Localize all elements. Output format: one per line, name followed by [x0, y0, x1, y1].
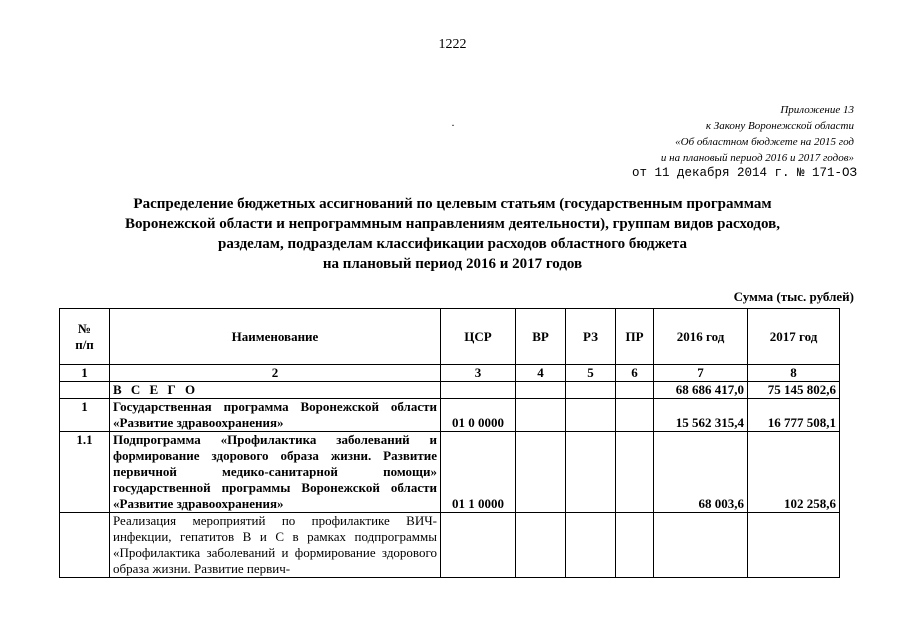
cell-pr — [616, 399, 654, 432]
cell-rz — [566, 432, 616, 513]
column-number: 4 — [516, 365, 566, 382]
budget-table — [59, 308, 840, 578]
cell-vr — [516, 432, 566, 513]
title-line: разделам, подразделам классификации расходов областного бюджета — [218, 236, 687, 252]
cell-name: В С Е Г О — [110, 382, 441, 399]
title-line: Распределение бюджетных ассигнований по целевым статьям (государственным программам — [133, 196, 772, 212]
page-number: 1222 — [438, 37, 467, 52]
appendix-line: «Об областном бюджете на 2015 год — [675, 136, 854, 148]
table-row — [60, 432, 840, 513]
cell-2017: 102 258,6 — [748, 432, 840, 513]
cell-csr: 01 0 0000 — [441, 399, 516, 432]
header-2017: 2017 год — [748, 309, 840, 365]
cell-name: Государственная программа Воронежской области «Развитие здравоохранения» — [110, 399, 441, 432]
title-line: на плановый период 2016 и 2017 годов — [322, 256, 583, 272]
appendix-block — [661, 102, 854, 166]
units-label: Сумма (тыс. рублей) — [733, 289, 854, 304]
cell-num — [60, 382, 110, 399]
cell-2016: 15 562 315,4 — [654, 399, 748, 432]
table-row — [60, 513, 840, 578]
column-number: 2 — [110, 365, 441, 382]
stray-mark: · — [451, 118, 455, 132]
law-date: от 11 декабря 2014 г. № 171-ОЗ — [631, 166, 857, 180]
cell-rz — [566, 399, 616, 432]
column-number: 5 — [566, 365, 616, 382]
cell-name: Реализация мероприятий по профилактике ВИЧ-инфекции, гепатитов В и С в рамках подпрограммы «Профилактика заболеваний и формирование здорового образа жизни. Развитие первич- — [110, 513, 441, 578]
header-name: Наименование — [110, 309, 441, 365]
header-pr: ПР — [616, 309, 654, 365]
cell-vr — [516, 382, 566, 399]
table-row-total — [60, 382, 840, 399]
cell-num — [60, 513, 110, 578]
cell-2016 — [654, 513, 748, 578]
header-2016: 2016 год — [654, 309, 748, 365]
cell-2017 — [748, 513, 840, 578]
cell-pr — [616, 382, 654, 399]
cell-vr — [516, 513, 566, 578]
table-row — [60, 399, 840, 432]
appendix-line: к Закону Воронежской области — [705, 120, 854, 132]
header-csr: ЦСР — [441, 309, 516, 365]
cell-2017: 75 145 802,6 — [748, 382, 840, 399]
header-vr: ВР — [516, 309, 566, 365]
document-title — [40, 194, 865, 274]
column-number: 3 — [441, 365, 516, 382]
appendix-line: Приложение 13 — [780, 104, 854, 116]
column-number: 6 — [616, 365, 654, 382]
cell-csr — [441, 513, 516, 578]
column-number: 1 — [60, 365, 110, 382]
cell-pr — [616, 513, 654, 578]
cell-2016: 68 003,6 — [654, 432, 748, 513]
cell-2017: 16 777 508,1 — [748, 399, 840, 432]
column-number-row — [60, 365, 840, 382]
cell-name: Подпрограмма «Профилактика заболеваний и формирование здорового образа жизни. Развитие первичной медико-санитарной помощи» государственной программы Воронежской области «Развитие здравоохранения» — [110, 432, 441, 513]
cell-num: 1.1 — [60, 432, 110, 513]
header-row — [60, 309, 840, 365]
appendix-line: и на плановый период 2016 и 2017 годов» — [660, 152, 854, 164]
cell-num: 1 — [60, 399, 110, 432]
header-rz: РЗ — [566, 309, 616, 365]
cell-csr — [441, 382, 516, 399]
title-line: Воронежской области и непрограммным направлениям деятельности), группам видов расходов, — [125, 216, 780, 232]
cell-pr — [616, 432, 654, 513]
cell-rz — [566, 513, 616, 578]
cell-rz — [566, 382, 616, 399]
cell-2016: 68 686 417,0 — [654, 382, 748, 399]
column-number: 7 — [654, 365, 748, 382]
column-number: 8 — [748, 365, 840, 382]
header-num: № п/п — [60, 309, 110, 365]
cell-csr: 01 1 0000 — [441, 432, 516, 513]
cell-vr — [516, 399, 566, 432]
